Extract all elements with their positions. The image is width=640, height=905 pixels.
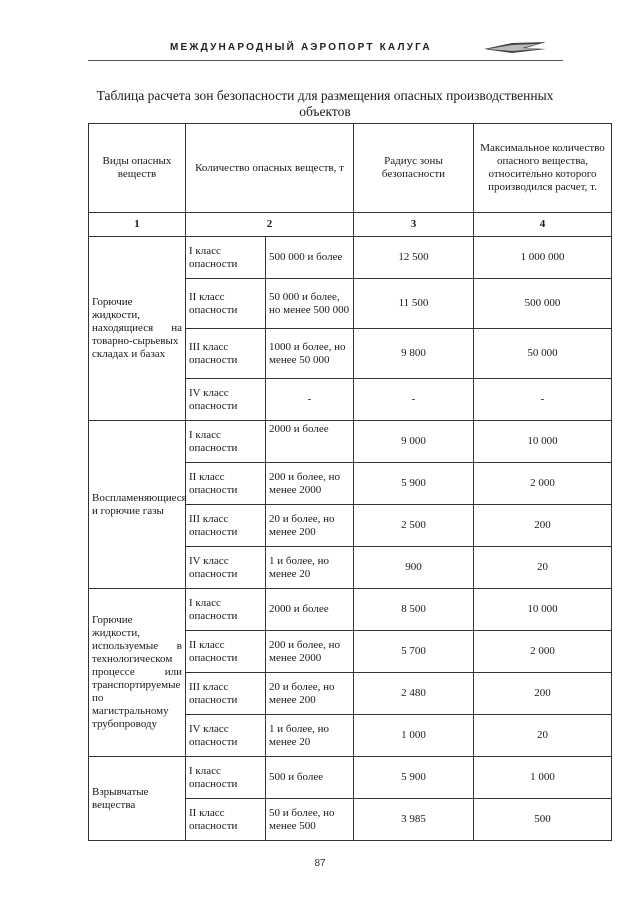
max-amount: 20 [474, 547, 612, 589]
max-amount: 2 000 [474, 631, 612, 673]
header-radius: Радиус зоны безопасности [354, 124, 474, 213]
max-amount: 200 [474, 673, 612, 715]
substance-kind: Взрывчатые вещества [89, 757, 186, 841]
amount-range: 500 000 и более [266, 237, 354, 279]
header-title: МЕЖДУНАРОДНЫЙ АЭРОПОРТ КАЛУГА [170, 42, 432, 53]
amount-range: 20 и более, но менее 200 [266, 505, 354, 547]
table-row [89, 237, 612, 279]
safety-radius: 900 [354, 547, 474, 589]
amount-range: 50 000 и более, но менее 500 000 [266, 279, 354, 329]
substance-kind: Воспламеняющиеся и горючие газы [89, 421, 186, 589]
column-number: 3 [354, 213, 474, 237]
hazard-class: II класс опасности [186, 279, 266, 329]
max-amount: 500 [474, 799, 612, 841]
column-numbers-row [89, 213, 612, 237]
safety-radius: 9 800 [354, 329, 474, 379]
substance-kind: Горючие жидкости, находящиеся на товарно-сырьевых складах и базах [89, 237, 186, 421]
hazard-class: III класс опасности [186, 673, 266, 715]
safety-radius: 11 500 [354, 279, 474, 329]
amount-range: 200 и более, но менее 2000 [266, 463, 354, 505]
amount-range: 2000 и более [266, 589, 354, 631]
column-number: 2 [186, 213, 354, 237]
amount-range: 1 и более, но менее 20 [266, 547, 354, 589]
hazard-class: I класс опасности [186, 421, 266, 463]
hazard-class: II класс опасности [186, 631, 266, 673]
header-kinds: Виды опасных веществ [89, 124, 186, 213]
safety-radius: 3 985 [354, 799, 474, 841]
hazard-class: II класс опасности [186, 799, 266, 841]
header-amount: Количество опасных веществ, т [186, 124, 354, 213]
max-amount: 1 000 [474, 757, 612, 799]
safety-radius: - [354, 379, 474, 421]
substance-kind: Горючие жидкости, используемые в технологическом процессе или транспортируемые по магистральному трубопроводу [89, 589, 186, 757]
max-amount: 10 000 [474, 421, 612, 463]
hazard-class: II класс опасности [186, 463, 266, 505]
amount-range: 50 и более, но менее 500 [266, 799, 354, 841]
table-row [89, 589, 612, 631]
amount-range: 1 и более, но менее 20 [266, 715, 354, 757]
table-header-row [89, 124, 612, 213]
safety-radius: 9 000 [354, 421, 474, 463]
header-divider [88, 60, 563, 61]
safety-radius: 1 000 [354, 715, 474, 757]
airport-logo-icon [482, 40, 548, 56]
amount-range: - [266, 379, 354, 421]
max-amount: 20 [474, 715, 612, 757]
safety-radius: 8 500 [354, 589, 474, 631]
document-header [170, 40, 560, 58]
amount-range: 200 и более, но менее 2000 [266, 631, 354, 673]
max-amount: 1 000 000 [474, 237, 612, 279]
hazard-class: IV класс опасности [186, 379, 266, 421]
page-number: 87 [314, 858, 326, 869]
amount-range: 2000 и более [266, 421, 354, 463]
hazard-class: III класс опасности [186, 329, 266, 379]
max-amount: 50 000 [474, 329, 612, 379]
max-amount: 2 000 [474, 463, 612, 505]
amount-range: 20 и более, но менее 200 [266, 673, 354, 715]
hazard-class: I класс опасности [186, 589, 266, 631]
hazard-class: III класс опасности [186, 505, 266, 547]
max-amount: 10 000 [474, 589, 612, 631]
safety-zones-table [88, 123, 612, 841]
table-title: Таблица расчета зон безопасности для размещения опасных производственных объектов [96, 88, 554, 119]
hazard-class: IV класс опасности [186, 547, 266, 589]
amount-range: 500 и более [266, 757, 354, 799]
column-number: 4 [474, 213, 612, 237]
max-amount: 200 [474, 505, 612, 547]
hazard-class: I класс опасности [186, 757, 266, 799]
column-number: 1 [89, 213, 186, 237]
safety-radius: 5 700 [354, 631, 474, 673]
max-amount: - [474, 379, 612, 421]
table-row [89, 757, 612, 799]
hazard-class: I класс опасности [186, 237, 266, 279]
hazard-class: IV класс опасности [186, 715, 266, 757]
safety-radius: 5 900 [354, 757, 474, 799]
safety-radius: 5 900 [354, 463, 474, 505]
safety-radius: 12 500 [354, 237, 474, 279]
table-row [89, 421, 612, 463]
max-amount: 500 000 [474, 279, 612, 329]
safety-radius: 2 500 [354, 505, 474, 547]
header-max-amount: Максимальное количество опасного вещества, относительно которого производился расчет, т. [474, 124, 612, 213]
amount-range: 1000 и более, но менее 50 000 [266, 329, 354, 379]
safety-radius: 2 480 [354, 673, 474, 715]
